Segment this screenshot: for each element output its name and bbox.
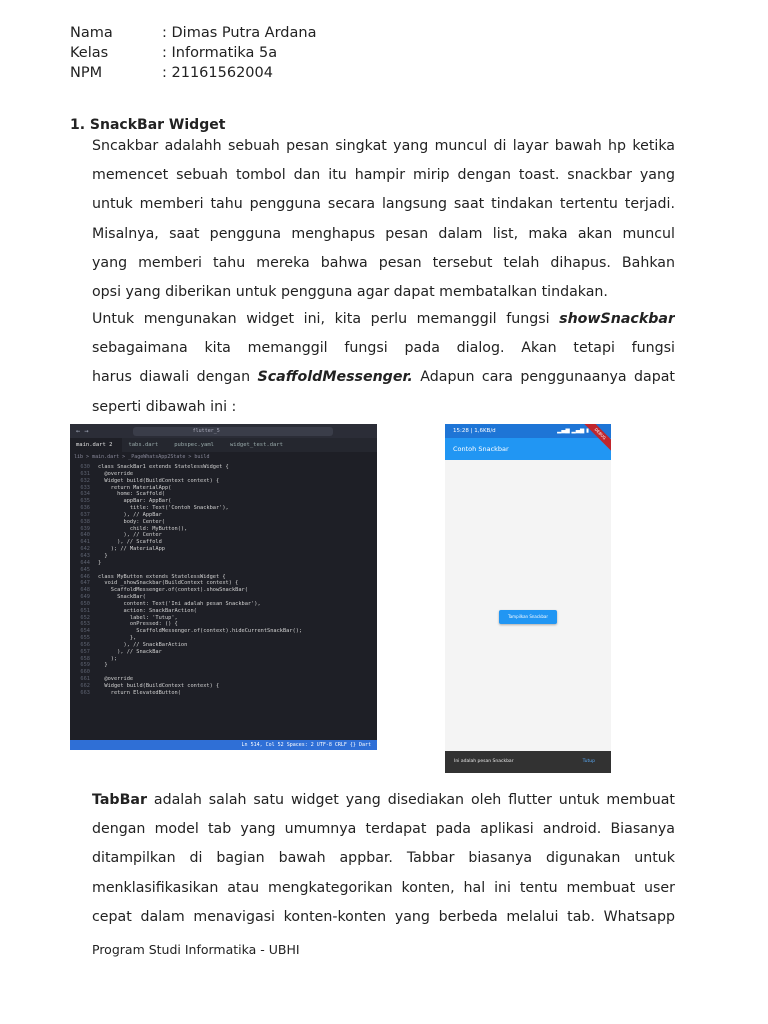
- debug-banner: DEBUG: [579, 424, 611, 455]
- class-label: Kelas: [70, 45, 109, 61]
- paragraph-snackbar-usage: [92, 305, 675, 422]
- paragraph-line: untuk memberi tahu pengguna secara langsung saat tindakan tertentu terjadi.: [92, 196, 675, 213]
- text-run: Adapun cara penggunaanya dapat: [420, 369, 675, 386]
- paragraph-tabbar: [92, 786, 675, 932]
- student-info: [70, 23, 316, 83]
- app-bar: Contoh Snackbar: [445, 438, 611, 460]
- info-row-npm: [70, 63, 316, 83]
- paragraph-line: [92, 363, 675, 392]
- npm-value: : 21161562004: [162, 65, 273, 81]
- snackbar-text: Ini adalah pesan Snackbar: [454, 759, 514, 764]
- term-tabbar: TabBar: [92, 792, 147, 808]
- text-run: adalah salah satu widget yang disediakan oleh flutter untuk membuat: [153, 792, 675, 808]
- function-name: showSnackbar: [559, 311, 675, 327]
- paragraph-line: ditampilkan di bagian bawah appbar. Tabbar biasanya digunakan untuk: [92, 850, 675, 867]
- signal-battery-icon: ▂▄▆ ▂▄▆ ▮: [557, 428, 589, 434]
- text-run: Untuk mengunakan widget ini, kita perlu memanggil fungsi: [92, 311, 560, 327]
- line-numbers: 630 631 632 633 634 635 636 637 638 639 640 641 642 643 644 645 646 647 648 649 650 651 652 653 654 655 656 657 658 659 660 661 662 663: [80, 464, 90, 696]
- snackbar: [445, 751, 611, 773]
- editor-tab: widget_test.dart: [230, 442, 283, 448]
- editor-tab: tabs.dart: [128, 442, 159, 448]
- text-run: harus diawali dengan: [92, 369, 258, 386]
- editor-search: flutter_5: [133, 427, 333, 436]
- code-editor-screenshot: [70, 424, 377, 750]
- npm-label: NPM: [70, 65, 103, 81]
- editor-titlebar: [70, 424, 377, 438]
- nav-arrows-icon: ← →: [76, 427, 89, 435]
- editor-statusbar: Ln 514, Col 52 Spaces: 2 UTF-8 CRLF {} Dart: [70, 740, 377, 750]
- paragraph-snackbar-intro: [92, 132, 675, 307]
- name-value: : Dimas Putra Ardana: [162, 25, 317, 41]
- show-snackbar-button: Tampilkan Snackbar: [499, 610, 557, 624]
- info-row-class: [70, 43, 316, 63]
- snackbar-action: Tutup: [582, 759, 595, 764]
- paragraph-line: seperti dibawah ini :: [92, 398, 237, 415]
- paragraph-line: [92, 786, 675, 815]
- paragraph-line: memencet sebuah tombol dan itu hampir mirip dengan toast. snackbar yang: [92, 167, 675, 184]
- info-row-name: [70, 23, 316, 43]
- paragraph-line: yang memberi tahu mereka bahwa pesan tersebut telah dihapus. Bahkan: [92, 254, 675, 271]
- editor-tabs: [70, 438, 377, 452]
- editor-breadcrumb: lib > main.dart > _PageWhatsApp2State > build: [74, 454, 210, 460]
- class-name: ScaffoldMessenger.: [257, 369, 413, 386]
- paragraph-line: cepat dalam menavigasi konten-konten yang berbeda melalui tab. Whatsapp: [92, 908, 675, 925]
- paragraph-line: opsi yang diberikan untuk pengguna agar dapat membatalkan tindakan.: [92, 283, 608, 300]
- page-footer: Program Studi Informatika - UBHI: [92, 942, 300, 957]
- paragraph-line: sebagaimana kita memanggil fungsi pada dialog. Akan tetapi fungsi: [92, 340, 675, 357]
- status-time: 15:28 | 1,6KB/d: [453, 428, 496, 434]
- phone-screenshot: [445, 424, 611, 773]
- class-value: : Informatika 5a: [162, 45, 278, 61]
- paragraph-line: Misalnya, saat pengguna menghapus pesan dalam list, maka akan muncul: [92, 225, 675, 242]
- editor-tab: pubspec.yaml: [174, 442, 214, 448]
- paragraph-line: dengan model tab yang umumnya terdapat pada aplikasi android. Biasanya: [92, 821, 675, 838]
- name-label: Nama: [70, 25, 113, 41]
- editor-tab: main.dart 2: [70, 438, 122, 452]
- section-heading: 1. SnackBar Widget: [70, 117, 226, 133]
- paragraph-line: menklasifikasikan atau mengkategorikan konten, hal ini tentu membuat user: [92, 879, 675, 896]
- editor-body: [70, 462, 377, 740]
- code-text: class SnackBar1 extends StatelessWidget { @override Widget build(BuildContext context) { return MaterialApp( home: Scaffold( appBar: AppBar( title: Text('Contoh Snackbar'), ), // AppBar body: Center( child: MyButton(), ), // Center ), // Scaffold ); // MaterialApp } } class MyButton extends StatelessWidget { void _showSnackbar(BuildContext context) { ScaffoldMessenger.of(context).showSnackBar( SnackBar( content: Text('Ini adalah pesan Snackbar'), action: SnackBarAction( label: 'Tutup', onPressed: () { ScaffoldMessenger.of(context).hideCurrentSnackBar(); }, ), // SnackBarAction ), // SnackBar ); } @override Widget build(BuildContext context) { return ElevatedButton(: [98, 464, 303, 696]
- paragraph-line: Sncakbar adalahh sebuah pesan singkat yang muncul di layar bawah hp ketika: [92, 138, 675, 154]
- paragraph-line: [92, 305, 675, 334]
